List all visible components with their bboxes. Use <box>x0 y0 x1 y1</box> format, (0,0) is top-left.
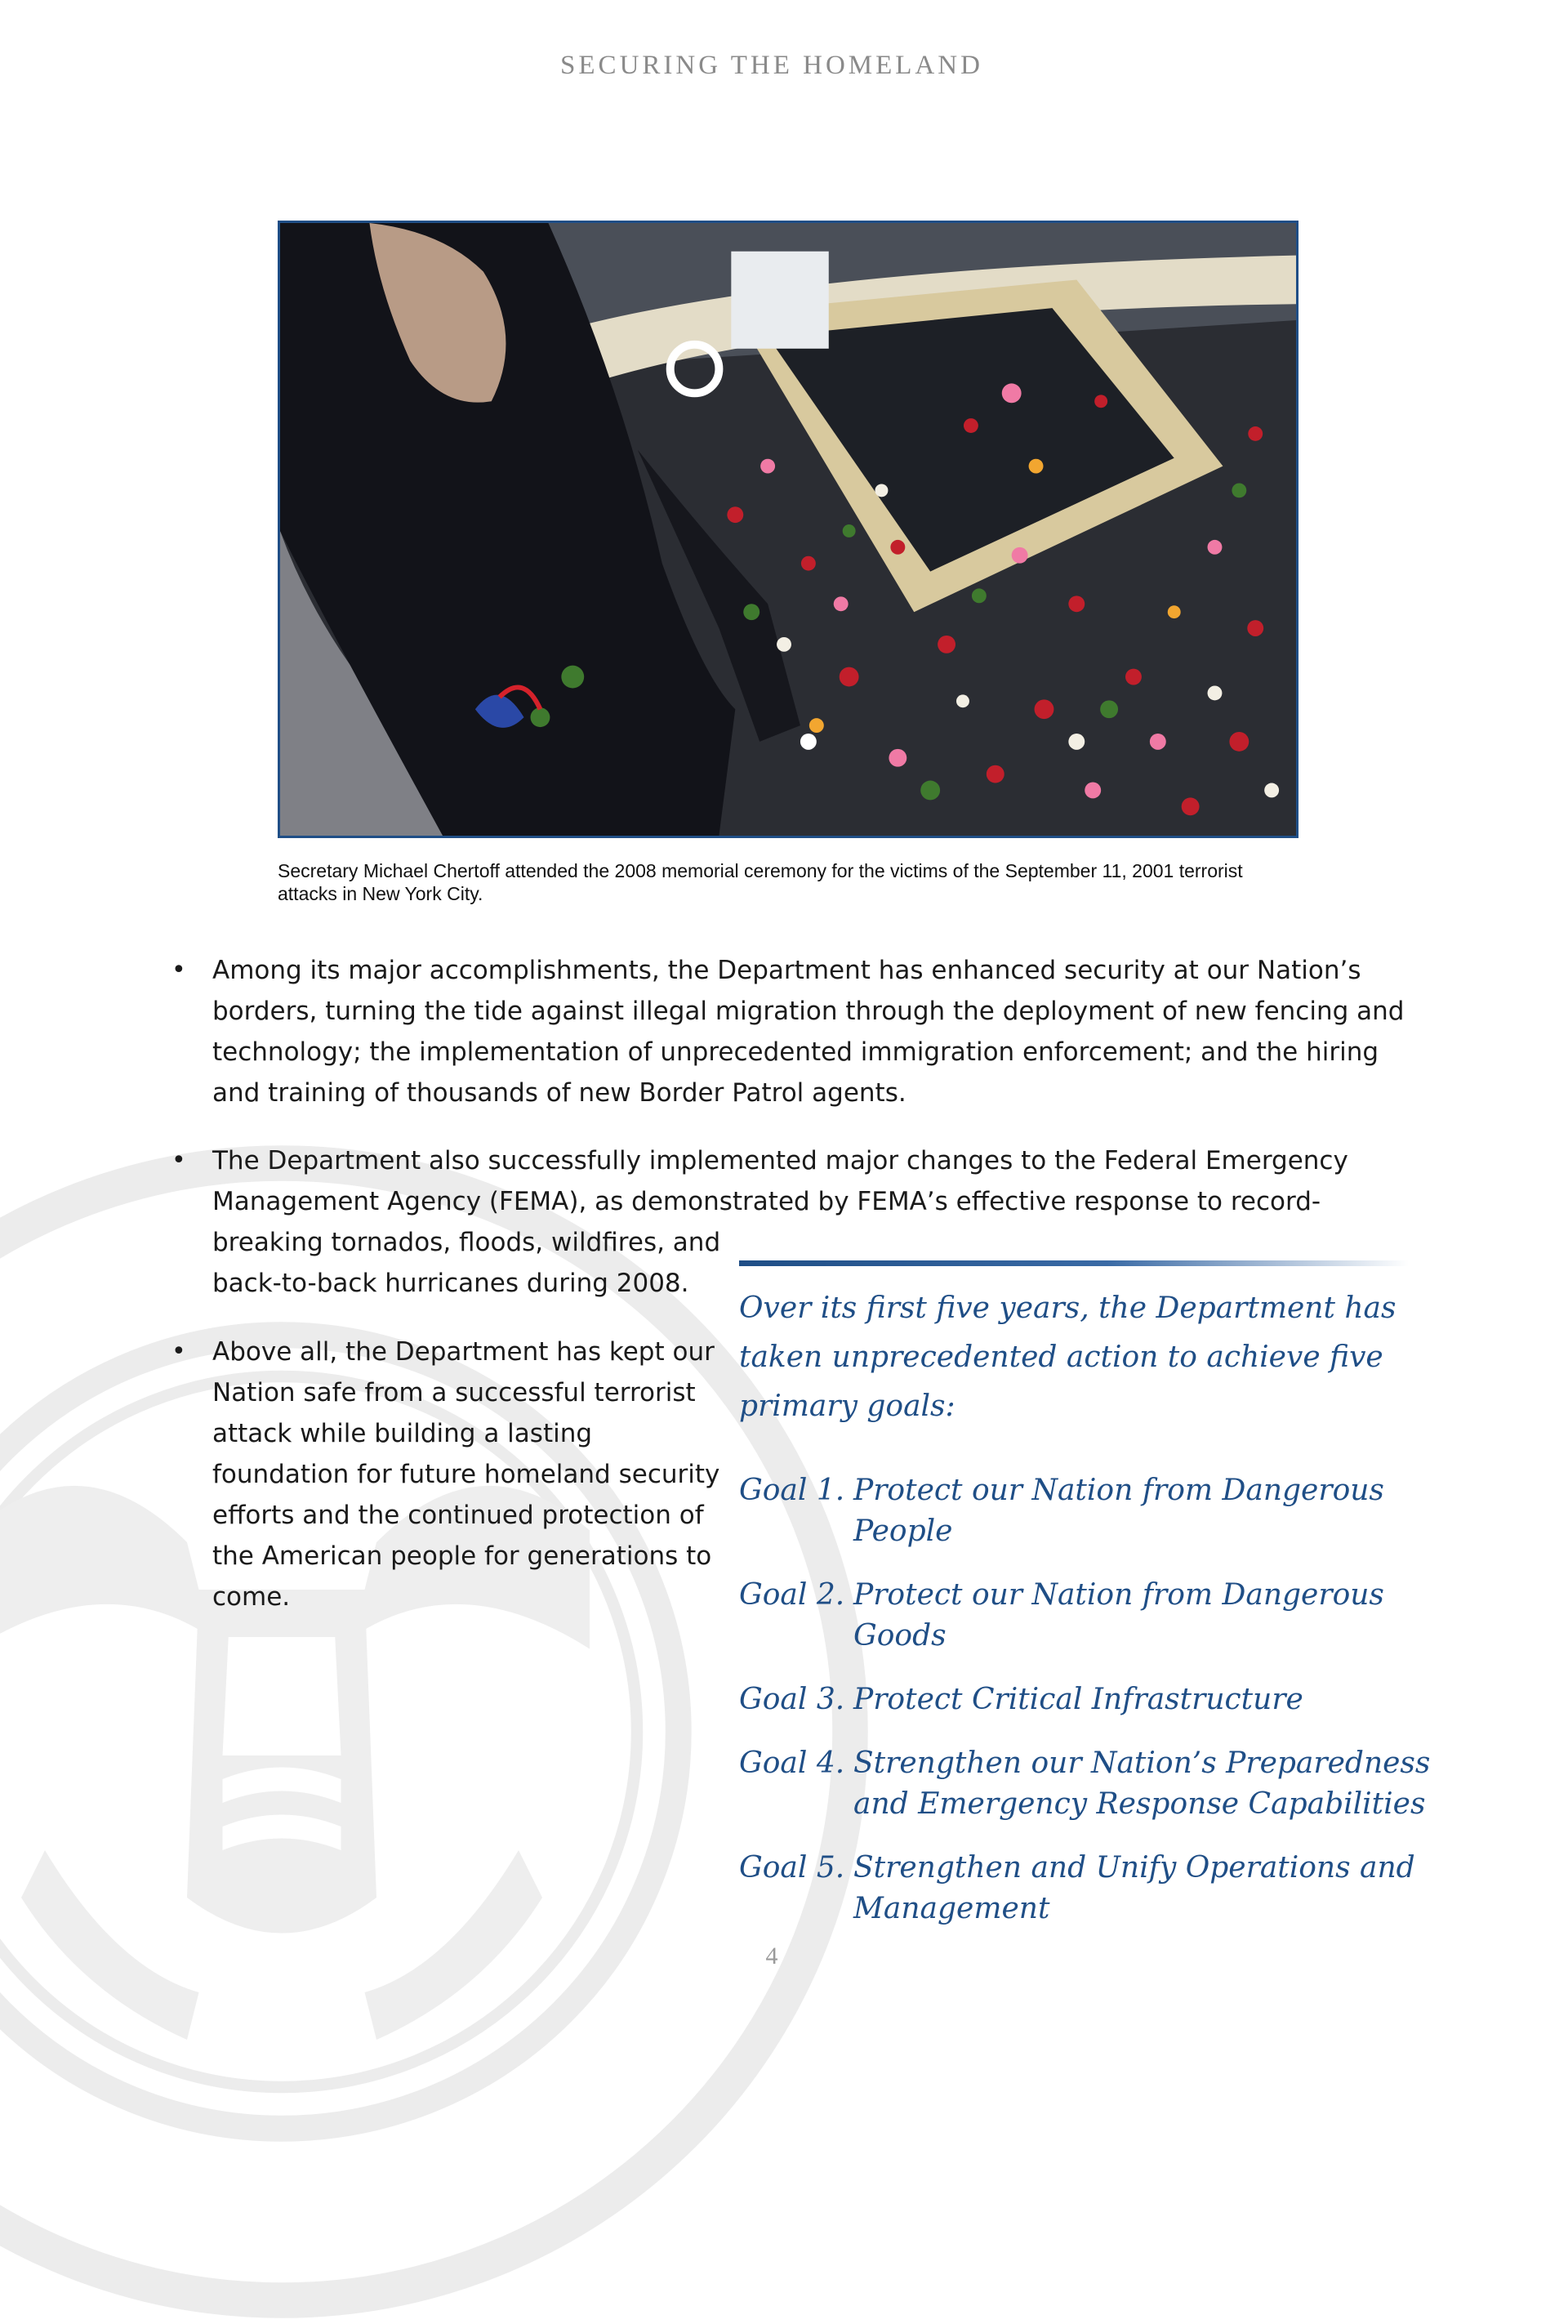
goal-4 <box>739 1743 1441 1825</box>
bullet-item-fema <box>172 1140 1429 1304</box>
goal-2 <box>739 1575 1441 1657</box>
bullet-text: Among its major accomplishments, the Department has enhanced security at our Nation’s borders, turning the tide against illegal migration through the deployment of new fencing and technology; the implementation of unprecedented immigration enforcement; and the hiring and training of thousands of new Border Patrol agents. <box>212 956 1405 1108</box>
bullet-text-continued: back-to-back hurricanes during 2008. <box>212 1269 689 1298</box>
goal-text: Protect our Nation from Dangerous People <box>853 1474 1384 1548</box>
memorial-photo <box>278 221 1298 838</box>
goals-intro: Over its first five years, the Department has taken unprecedented action to achieve five primary goals: <box>739 1291 1396 1423</box>
goal-text: Protect Critical Infrastructure <box>853 1683 1303 1716</box>
goal-text: Strengthen and Unify Operations and Management <box>853 1851 1415 1925</box>
goal-text: Strengthen our Nation’s Preparedness and Emergency Response Capabilities <box>853 1746 1431 1821</box>
goal-1 <box>739 1470 1441 1552</box>
goal-number: Goal 3. <box>739 1683 845 1716</box>
bullet-item-borders <box>172 950 1429 1113</box>
goal-number: Goal 1. <box>739 1474 845 1507</box>
bullet-text: Above all, the Department has kept our Nation safe from a successful terrorist attack while building a lasting foundation for future homeland security efforts and the continued protection of the American people for generations to come. <box>212 1337 720 1612</box>
goal-3 <box>739 1679 1441 1720</box>
bullet-icon: • <box>172 956 186 984</box>
goal-5 <box>739 1848 1441 1929</box>
goals-panel <box>739 1284 1441 1929</box>
goal-text: Protect our Nation from Dangerous Goods <box>853 1578 1384 1653</box>
goal-number: Goal 4. <box>739 1746 845 1780</box>
goal-number: Goal 2. <box>739 1578 845 1612</box>
bullet-item-safety <box>172 1332 727 1617</box>
bullet-icon: • <box>172 1337 186 1366</box>
bullet-icon: • <box>172 1146 186 1175</box>
bullet-text: The Department also successfully implemented major changes to the Federal Emergency Management Agency (FEMA), as demonstrated by FEMA’s effective response to record-breaking tornados, floods, wildfires, and <box>212 1146 1348 1257</box>
goal-number: Goal 5. <box>739 1851 845 1885</box>
running-header: SECURING THE HOMELAND <box>560 51 983 80</box>
goal-panel-rule <box>739 1260 1409 1266</box>
photo-caption: Secretary Michael Chertoff attended the 2008 memorial ceremony for the victims of the September 11, 2001 terrorist attacks in New York City. <box>278 860 1243 904</box>
page-number: 4 <box>765 1943 778 1969</box>
